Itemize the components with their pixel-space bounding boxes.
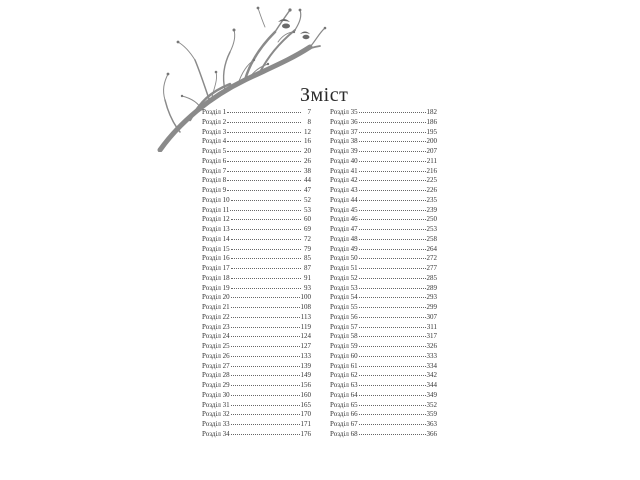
toc-page-number: 108 — [300, 303, 311, 311]
toc-page-number: 253 — [426, 225, 437, 233]
toc-leader-dots — [227, 190, 301, 191]
toc-entry[interactable] — [202, 137, 311, 147]
toc-chapter-label: Розділ 57 — [330, 322, 358, 331]
toc-chapter-label: Розділ 15 — [202, 244, 230, 253]
toc-entry[interactable] — [202, 206, 311, 216]
toc-leader-dots — [359, 122, 426, 123]
toc-leader-dots — [231, 249, 301, 250]
toc-leader-dots — [231, 239, 301, 240]
toc-leader-dots — [359, 112, 426, 113]
toc-page-number: 26 — [304, 156, 311, 165]
toc-entry[interactable] — [202, 352, 311, 362]
toc-entry[interactable] — [202, 284, 311, 294]
toc-page-number: 344 — [426, 381, 437, 389]
toc-page-number: 53 — [304, 205, 311, 214]
toc-page-number: 182 — [426, 108, 437, 116]
toc-entry[interactable] — [202, 323, 311, 333]
toc-leader-dots — [359, 405, 426, 406]
toc-leader-dots — [359, 132, 426, 133]
toc-chapter-label: Розділ 61 — [330, 361, 358, 370]
toc-page-number: 366 — [426, 429, 437, 438]
toc-chapter-label: Розділ 20 — [202, 293, 230, 302]
toc-chapter-label: Розділ 11 — [202, 205, 230, 214]
toc-chapter-label: Розділ 10 — [202, 195, 230, 204]
toc-leader-dots — [231, 395, 300, 396]
toc-entry[interactable] — [202, 118, 311, 128]
toc-leader-dots — [359, 307, 426, 308]
toc-entry[interactable] — [330, 332, 437, 342]
toc-entry[interactable] — [202, 371, 311, 381]
toc-leader-dots — [359, 356, 426, 357]
toc-chapter-label: Розділ 63 — [330, 381, 358, 389]
toc-chapter-label: Розділ 17 — [202, 264, 230, 272]
toc-chapter-label: Розділ 32 — [202, 410, 230, 419]
toc-page-number: 85 — [304, 254, 311, 263]
toc-page-number: 87 — [304, 264, 311, 272]
toc-chapter-label: Розділ 19 — [202, 283, 230, 292]
toc-chapter-label: Розділ 68 — [330, 429, 358, 438]
toc-entry[interactable] — [330, 196, 437, 206]
toc-leader-dots — [227, 122, 301, 123]
toc-chapter-label: Розділ 49 — [330, 244, 358, 253]
toc-entry[interactable] — [330, 410, 437, 420]
toc-page-number: 52 — [304, 195, 311, 204]
toc-leader-dots — [359, 414, 426, 415]
toc-page-number: 207 — [426, 147, 437, 155]
toc-chapter-label: Розділ 52 — [330, 273, 358, 282]
toc-entry[interactable] — [202, 391, 311, 401]
toc-leader-dots — [359, 424, 426, 425]
toc-entry[interactable] — [330, 235, 437, 245]
toc-page-number: 100 — [300, 293, 311, 302]
toc-entry[interactable] — [202, 186, 311, 196]
toc-entry[interactable] — [202, 362, 311, 372]
toc-page-number: 334 — [426, 361, 437, 370]
toc-page-number: 200 — [426, 137, 437, 146]
toc-page-number: 171 — [300, 420, 311, 428]
toc-leader-dots — [359, 219, 426, 220]
toc-page-number: 235 — [426, 195, 437, 204]
toc-chapter-label: Розділ 45 — [330, 205, 358, 214]
toc-chapter-label: Розділ 35 — [330, 108, 358, 116]
toc-page-number: 127 — [300, 342, 311, 350]
toc-chapter-label: Розділ 14 — [202, 234, 230, 243]
toc-chapter-label: Розділ 29 — [202, 381, 230, 389]
toc-entry[interactable] — [202, 274, 311, 284]
toc-chapter-label: Розділ 43 — [330, 186, 358, 194]
toc-page-number: 226 — [426, 186, 437, 194]
toc-chapter-label: Розділ 28 — [202, 371, 230, 380]
toc-page-number: 170 — [300, 410, 311, 419]
toc-page-number: 176 — [300, 429, 311, 438]
toc-entry[interactable] — [330, 313, 437, 323]
toc-entry[interactable] — [330, 176, 437, 186]
toc-chapter-label: Розділ 59 — [330, 342, 358, 350]
toc-leader-dots — [230, 210, 301, 211]
toc-page-number: 363 — [426, 420, 437, 428]
toc-chapter-label: Розділ 18 — [202, 273, 230, 282]
toc-page-number: 225 — [426, 176, 437, 185]
toc-page-number: 289 — [426, 283, 437, 292]
toc-chapter-label: Розділ 1 — [202, 108, 227, 116]
toc-page-number: 216 — [426, 166, 437, 175]
toc-entry[interactable] — [202, 235, 311, 245]
toc-leader-dots — [359, 190, 426, 191]
toc-entry[interactable] — [202, 430, 311, 440]
toc-leader-dots — [231, 297, 300, 298]
toc-leader-dots — [231, 434, 300, 435]
toc-page-number: 258 — [426, 234, 437, 243]
toc-leader-dots — [231, 200, 301, 201]
toc-chapter-label: Розділ 39 — [330, 147, 358, 155]
toc-entry[interactable] — [202, 381, 311, 391]
toc-chapter-label: Розділ 60 — [330, 351, 358, 360]
toc-entry[interactable] — [330, 303, 437, 313]
toc-leader-dots — [359, 210, 426, 211]
toc-page-number: 311 — [426, 322, 437, 331]
toc-page-number: 72 — [304, 234, 311, 243]
toc-leader-dots — [231, 278, 301, 279]
toc-page-number: 12 — [304, 127, 311, 136]
toc-chapter-label: Розділ 7 — [202, 166, 227, 175]
toc-leader-dots — [359, 346, 426, 347]
toc-page-number: 160 — [300, 390, 311, 399]
toc-leader-dots — [231, 317, 300, 318]
toc-leader-dots — [231, 405, 300, 406]
toc-entry[interactable] — [330, 323, 437, 333]
toc-leader-dots — [231, 268, 301, 269]
toc-entry[interactable] — [330, 430, 437, 440]
toc-leader-dots — [359, 239, 426, 240]
toc-page-number: 285 — [426, 273, 437, 282]
toc-chapter-label: Розділ 55 — [330, 303, 358, 311]
toc-page-number: 342 — [426, 371, 437, 380]
toc-leader-dots — [359, 288, 426, 289]
toc-leader-dots — [231, 307, 300, 308]
toc-leader-dots — [227, 180, 301, 181]
toc-entry[interactable] — [202, 264, 311, 274]
toc-page-number: 119 — [300, 322, 311, 331]
toc-leader-dots — [359, 297, 426, 298]
toc-chapter-label: Розділ 34 — [202, 429, 230, 438]
toc-entry[interactable] — [330, 108, 437, 118]
toc-page-number: 349 — [426, 390, 437, 399]
toc-page-number: 352 — [426, 400, 437, 409]
toc-entry[interactable] — [330, 362, 437, 372]
toc-chapter-label: Розділ 25 — [202, 342, 230, 350]
toc-leader-dots — [359, 161, 426, 162]
toc-chapter-label: Розділ 66 — [330, 410, 358, 419]
toc-page-number: 124 — [300, 332, 311, 341]
toc-chapter-label: Розділ 27 — [202, 361, 230, 370]
toc-entry[interactable] — [330, 352, 437, 362]
toc-page-number: 8 — [307, 117, 311, 126]
toc-chapter-label: Розділ 9 — [202, 186, 227, 194]
toc-leader-dots — [359, 336, 426, 337]
toc-entry[interactable] — [330, 215, 437, 225]
toc-page-number: 93 — [304, 283, 311, 292]
toc-chapter-label: Розділ 64 — [330, 390, 358, 399]
toc-leader-dots — [231, 229, 301, 230]
toc-page-number: 38 — [304, 166, 311, 175]
toc-entry[interactable] — [330, 371, 437, 381]
toc-entry[interactable] — [202, 410, 311, 420]
toc-leader-dots — [227, 161, 301, 162]
toc-leader-dots — [227, 151, 301, 152]
toc-leader-dots — [231, 424, 300, 425]
toc-entry[interactable] — [202, 167, 311, 177]
toc-entry[interactable] — [202, 108, 311, 118]
toc-leader-dots — [231, 375, 300, 376]
toc-chapter-label: Розділ 50 — [330, 254, 358, 263]
toc-page-number: 79 — [304, 244, 311, 253]
toc-entry[interactable] — [330, 118, 437, 128]
toc-entry[interactable] — [330, 274, 437, 284]
toc-page-number: 272 — [426, 254, 437, 263]
toc-chapter-label: Розділ 8 — [202, 176, 227, 185]
toc-chapter-label: Розділ 51 — [330, 264, 358, 272]
toc-leader-dots — [359, 366, 426, 367]
toc-leader-dots — [359, 268, 426, 269]
toc-entry[interactable] — [330, 206, 437, 216]
toc-entry[interactable] — [202, 245, 311, 255]
toc-entry[interactable] — [202, 313, 311, 323]
toc-page-number: 149 — [300, 371, 311, 380]
toc-entry[interactable] — [202, 420, 311, 430]
toc-entry[interactable] — [202, 303, 311, 313]
toc-entry[interactable] — [330, 264, 437, 274]
toc-chapter-label: Розділ 37 — [330, 127, 358, 136]
toc-column-left — [202, 108, 311, 440]
toc-leader-dots — [359, 434, 426, 435]
toc-page-number: 133 — [300, 351, 311, 360]
toc-entry[interactable] — [202, 293, 311, 303]
toc-leader-dots — [359, 375, 426, 376]
toc-entry[interactable] — [330, 420, 437, 430]
toc-chapter-label: Розділ 38 — [330, 137, 358, 146]
toc-chapter-label: Розділ 36 — [330, 117, 358, 126]
toc-chapter-label: Розділ 56 — [330, 312, 358, 321]
toc-leader-dots — [231, 346, 300, 347]
toc-leader-dots — [231, 414, 300, 415]
toc-leader-dots — [359, 200, 426, 201]
toc-entry[interactable] — [202, 342, 311, 352]
toc-chapter-label: Розділ 33 — [202, 420, 230, 428]
toc-leader-dots — [231, 258, 301, 259]
toc-leader-dots — [359, 395, 426, 396]
toc-page-number: 277 — [426, 264, 437, 272]
toc-page-number: 333 — [426, 351, 437, 360]
toc-chapter-label: Розділ 62 — [330, 371, 358, 380]
toc-entry[interactable] — [330, 128, 437, 138]
toc-entry[interactable] — [330, 284, 437, 294]
toc-chapter-label: Розділ 65 — [330, 400, 358, 409]
toc-chapter-label: Розділ 6 — [202, 156, 227, 165]
toc-entry[interactable] — [330, 245, 437, 255]
toc-chapter-label: Розділ 26 — [202, 351, 230, 360]
page-title: Зміст — [300, 84, 349, 106]
toc-entry[interactable] — [330, 254, 437, 264]
toc-chapter-label: Розділ 12 — [202, 215, 230, 224]
toc-entry[interactable] — [202, 176, 311, 186]
toc-leader-dots — [359, 151, 426, 152]
toc-chapter-label: Розділ 54 — [330, 293, 358, 302]
toc-leader-dots — [359, 258, 426, 259]
toc-leader-dots — [359, 141, 426, 142]
toc-chapter-label: Розділ 22 — [202, 312, 230, 321]
toc-entry[interactable] — [202, 147, 311, 157]
toc-entry[interactable] — [202, 225, 311, 235]
toc-page-number: 326 — [426, 342, 437, 350]
toc-chapter-label: Розділ 46 — [330, 215, 358, 224]
toc-entry[interactable] — [330, 157, 437, 167]
toc-leader-dots — [359, 278, 426, 279]
toc-leader-dots — [231, 336, 300, 337]
toc-entry[interactable] — [330, 186, 437, 196]
toc-page-number: 47 — [304, 186, 311, 194]
toc-leader-dots — [227, 132, 301, 133]
toc-entry[interactable] — [330, 147, 437, 157]
toc-page-number: 250 — [426, 215, 437, 224]
toc-entry[interactable] — [330, 225, 437, 235]
toc-chapter-label: Розділ 21 — [202, 303, 230, 311]
toc-chapter-label: Розділ 31 — [202, 400, 230, 409]
toc-leader-dots — [227, 171, 301, 172]
toc-page-number: 359 — [426, 410, 437, 419]
toc-entry[interactable] — [330, 401, 437, 411]
toc-page-number: 60 — [304, 215, 311, 224]
toc-leader-dots — [359, 229, 426, 230]
toc-page-number: 139 — [300, 361, 311, 370]
toc-leader-dots — [231, 327, 300, 328]
toc-page-number: 239 — [426, 205, 437, 214]
toc-page-number: 20 — [304, 147, 311, 155]
toc-page-number: 195 — [426, 127, 437, 136]
toc-page-number: 44 — [304, 176, 311, 185]
toc-leader-dots — [231, 288, 301, 289]
toc-page-number: 113 — [300, 312, 311, 321]
toc-entry[interactable] — [330, 167, 437, 177]
toc-entry[interactable] — [330, 342, 437, 352]
toc-entry[interactable] — [202, 215, 311, 225]
toc-page-number: 299 — [426, 303, 437, 311]
toc-chapter-label: Розділ 3 — [202, 127, 227, 136]
toc-chapter-label: Розділ 41 — [330, 166, 358, 175]
toc-column-right — [330, 108, 437, 440]
toc-chapter-label: Розділ 23 — [202, 322, 230, 331]
toc-chapter-label: Розділ 30 — [202, 390, 230, 399]
toc-leader-dots — [359, 385, 426, 386]
toc-chapter-label: Розділ 67 — [330, 420, 358, 428]
toc-leader-dots — [227, 141, 301, 142]
toc-chapter-label: Розділ 44 — [330, 195, 358, 204]
toc-chapter-label: Розділ 24 — [202, 332, 230, 341]
toc-page-number: 317 — [426, 332, 437, 341]
toc-chapter-label: Розділ 5 — [202, 147, 227, 155]
toc-entry[interactable] — [202, 196, 311, 206]
toc-entry[interactable] — [330, 381, 437, 391]
toc-chapter-label: Розділ 4 — [202, 137, 227, 146]
toc-entry[interactable] — [330, 137, 437, 147]
toc-chapter-label: Розділ 53 — [330, 283, 358, 292]
toc-chapter-label: Розділ 16 — [202, 254, 230, 263]
toc-entry[interactable] — [202, 254, 311, 264]
toc-chapter-label: Розділ 47 — [330, 225, 358, 233]
toc-leader-dots — [359, 327, 426, 328]
toc-leader-dots — [231, 385, 300, 386]
toc-leader-dots — [231, 366, 300, 367]
toc-chapter-label: Розділ 48 — [330, 234, 358, 243]
toc-entry[interactable] — [330, 293, 437, 303]
toc-chapter-label: Розділ 58 — [330, 332, 358, 341]
toc-chapter-label: Розділ 40 — [330, 156, 358, 165]
toc-chapter-label: Розділ 2 — [202, 117, 227, 126]
toc-entry[interactable] — [202, 401, 311, 411]
toc-page-number: 293 — [426, 293, 437, 302]
toc-page-number: 91 — [304, 273, 311, 282]
toc-leader-dots — [359, 171, 426, 172]
toc-entry[interactable] — [202, 128, 311, 138]
toc-page-number: 69 — [304, 225, 311, 233]
toc-page-number: 16 — [304, 137, 311, 146]
toc-page-number: 264 — [426, 244, 437, 253]
toc-page-number: 156 — [300, 381, 311, 389]
toc-leader-dots — [359, 180, 426, 181]
toc-entry[interactable] — [202, 157, 311, 167]
toc-page-number: 186 — [426, 117, 437, 126]
toc-leader-dots — [359, 249, 426, 250]
toc-page-number: 165 — [300, 400, 311, 409]
toc-chapter-label: Розділ 13 — [202, 225, 230, 233]
toc-chapter-label: Розділ 42 — [330, 176, 358, 185]
toc-leader-dots — [231, 356, 300, 357]
toc-entry[interactable] — [202, 332, 311, 342]
toc-page-number: 307 — [426, 312, 437, 321]
toc-page-number: 7 — [307, 108, 311, 116]
toc-leader-dots — [231, 219, 301, 220]
toc-page-number: 211 — [426, 156, 437, 165]
toc-leader-dots — [227, 112, 301, 113]
toc-entry[interactable] — [330, 391, 437, 401]
toc-leader-dots — [359, 317, 426, 318]
